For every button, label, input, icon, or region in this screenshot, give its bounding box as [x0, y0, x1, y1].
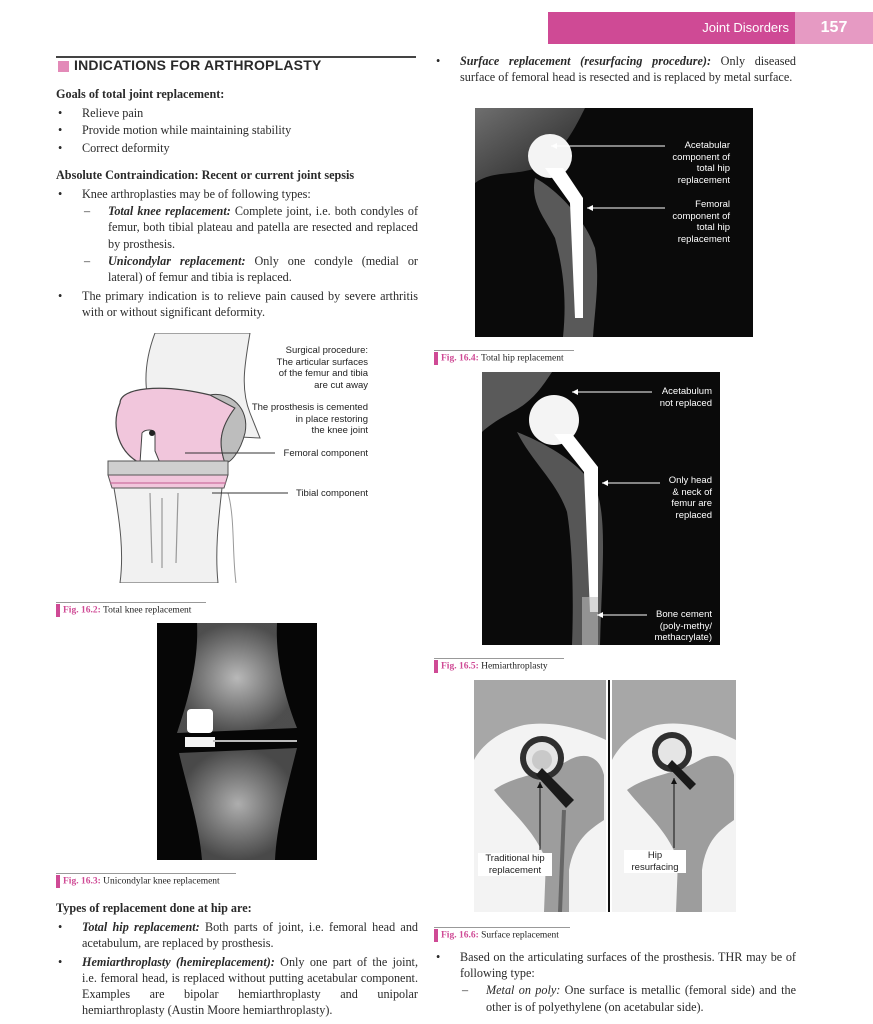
right-text-bottom	[434, 949, 796, 1015]
label-head-neck-replaced: Only head & neck of femur are replaced	[668, 475, 712, 521]
list-item	[434, 53, 796, 85]
figure-divider	[608, 680, 610, 912]
figure-number: Fig. 16.5:	[441, 661, 479, 672]
label-acetabulum-not-replaced: Acetabulum not replaced	[659, 386, 712, 409]
list-item	[82, 253, 418, 285]
term: Hemiarthroplasty (hemireplacement):	[82, 954, 275, 969]
unicondylar-xray-image	[157, 623, 317, 860]
thr-subtypes	[434, 982, 796, 1014]
left-text-bottom	[56, 900, 418, 1018]
caption-marker	[434, 929, 438, 942]
term: Surface replacement (resurfacing procedure):	[460, 54, 712, 68]
figure-number: Fig. 16.2:	[63, 605, 101, 616]
knee-intro: Knee arthroplasties may be of following types:	[82, 187, 311, 202]
caption-fig-16-6	[434, 929, 796, 942]
caption-fig-16-3	[56, 875, 418, 888]
label-acetabular-component: Acetabular component of total hip replacement	[672, 140, 730, 186]
hip-types-list	[56, 919, 418, 1018]
caption-marker	[434, 352, 438, 365]
term: Unicondylar replacement:	[108, 253, 246, 268]
page-header	[548, 12, 873, 44]
label-femoral-component: Femoral component	[283, 448, 368, 459]
list-item	[56, 954, 418, 1019]
caption-fig-16-2	[56, 604, 418, 617]
term: Metal on poly:	[486, 983, 561, 998]
caption-marker	[434, 660, 438, 673]
caption-text: Total hip replacement	[478, 353, 564, 364]
list-item	[56, 919, 418, 951]
caption-text: Surface replacement	[478, 930, 559, 941]
label-surgical-procedure: Surgical procedure: The articular surfaces of the femur and tibia are cut away	[276, 345, 368, 391]
caption-text: Hemiarthroplasty	[478, 661, 548, 672]
resurfacing-hip-image	[612, 680, 736, 912]
thr-types-list	[434, 949, 796, 1015]
page-number: 157	[795, 12, 873, 44]
hip-types-heading: Types of replacement done at hip are:	[56, 901, 252, 915]
list-item	[82, 203, 418, 252]
list-item	[56, 186, 418, 285]
term-text: One surface is metallic (femoral side) and the other is of polyethylene (on acetabular side).	[486, 983, 796, 1014]
goals-heading: Goals of total joint replacement:	[56, 87, 225, 101]
label-femoral-component-thr: Femoral component of total hip replacement	[672, 199, 730, 245]
label-prosthesis-cemented: The prosthesis is cemented in place restoring the knee joint	[251, 402, 368, 436]
left-text-top	[56, 86, 418, 321]
label-bone-cement: Bone cement (poly-methy/ methacrylate)	[654, 609, 712, 643]
term: Total knee replacement:	[108, 204, 231, 219]
based-on-text: Based on the articulating surfaces of the prosthesis. THR may be of following type:	[460, 950, 796, 981]
goals-list	[56, 105, 418, 156]
right-text-top	[434, 53, 796, 85]
knee-types	[56, 203, 418, 285]
figure-number: Fig. 16.6:	[441, 930, 479, 941]
contraindication-heading: Absolute Contraindication: Recent or current joint sepsis	[56, 167, 355, 182]
caption-fig-16-5	[434, 660, 796, 673]
term: Total hip replacement:	[82, 920, 200, 935]
heading-marker	[58, 61, 69, 72]
figure-number: Fig. 16.4:	[441, 353, 479, 364]
label-traditional-hip: Traditional hip replacement	[478, 853, 552, 876]
running-head: Joint Disorders	[702, 20, 789, 35]
term-text: Both parts of joint, i.e. femoral head and acetabulum, are replaced by prosthesis.	[82, 920, 419, 951]
term-text: Complete joint, i.e. both condyles of femur, both tibial plateau and patella are resected and replaced by prosthesis.	[108, 204, 419, 251]
list-item: • Relieve pain	[56, 105, 418, 121]
surface-list	[434, 53, 796, 85]
caption-text: Unicondylar knee replacement	[100, 876, 220, 887]
caption-text: Total knee replacement	[100, 605, 192, 616]
figure-16-6-resurfacing	[612, 680, 736, 912]
term-text: Only one condyle (medial or lateral) of femur and tibia is replaced.	[108, 253, 418, 285]
list-item: • The primary indication is to relieve pain caused by severe arthritis with or without significant deformity.	[56, 288, 418, 320]
figure-16-3-xray	[157, 623, 317, 860]
knee-list	[56, 186, 418, 321]
term-text: Only one part of the joint, i.e. femoral head, is replaced without putting acetabular component. Examples are bipolar hemiarthroplasty and unipolar hemiarthroplasty (Austin Moore hemiarthroplasty).	[82, 954, 418, 1018]
figure-16-6-traditional	[474, 680, 606, 912]
list-item: • Provide motion while maintaining stability	[56, 122, 418, 138]
caption-marker	[56, 875, 60, 888]
label-tibial-component: Tibial component	[296, 488, 368, 499]
list-item	[434, 949, 796, 1015]
list-item: • Correct deformity	[56, 140, 418, 156]
label-hip-resurfacing: Hip resurfacing	[624, 850, 686, 873]
list-item	[460, 982, 796, 1014]
traditional-hip-image	[474, 680, 606, 912]
figure-number: Fig. 16.3:	[63, 876, 101, 887]
caption-marker	[56, 604, 60, 617]
caption-fig-16-4	[434, 352, 796, 365]
term-text: Only diseased surface of femoral head is resected and is replaced by metal surface.	[460, 54, 796, 85]
section-title: INDICATIONS FOR ARTHROPLASTY	[74, 57, 322, 73]
